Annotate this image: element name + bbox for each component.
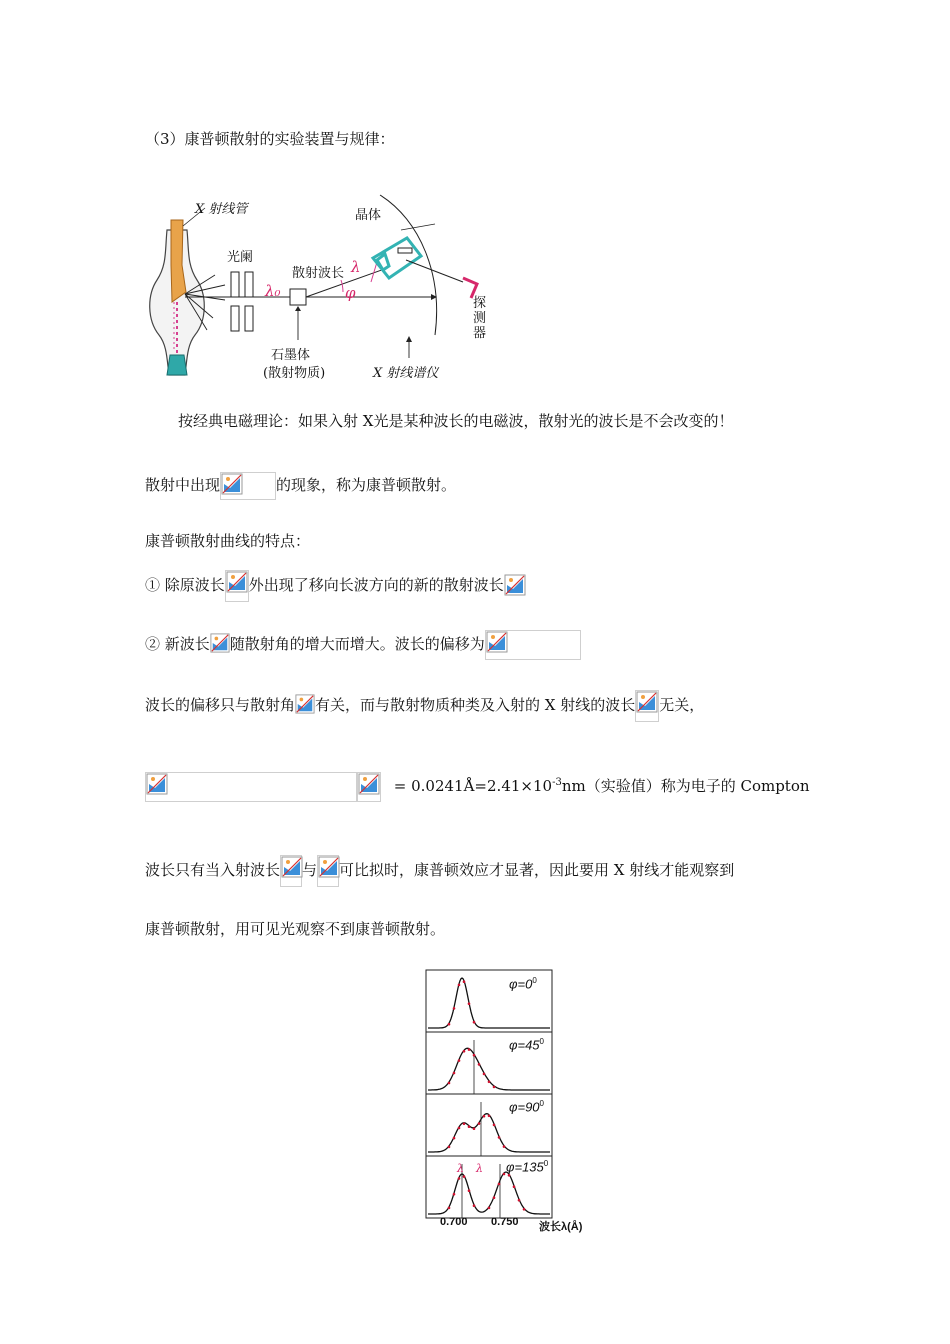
formula-image (225, 570, 249, 602)
data-point (458, 1059, 461, 1062)
label-graphite: 石墨体 (271, 348, 311, 363)
data-point (483, 1115, 486, 1118)
data-point (523, 1208, 526, 1211)
formula-image (210, 632, 230, 658)
data-point (473, 1204, 476, 1207)
data-point (458, 1177, 461, 1180)
broken-image-icon (486, 631, 508, 653)
data-point (488, 1081, 491, 1084)
data-point (468, 1189, 471, 1192)
spectrum-curve-1 (428, 1048, 550, 1090)
data-point (453, 1137, 456, 1140)
text-fragment: 随散射角的增大而增大。波长的偏移为 (229, 635, 485, 653)
data-point (498, 1136, 501, 1139)
label-phi: φ (345, 284, 356, 302)
data-point (463, 1175, 466, 1178)
compton-apparatus-diagram (145, 190, 505, 385)
paragraph-classical-theory: 按经典电磁理论：如果入射 X光是某种波长的电磁波，散射光的波长是不会改变的！ (178, 412, 734, 430)
panel-label-0: $\varphi=0^0$ (509, 976, 537, 992)
paragraph-feature-2 (145, 630, 581, 660)
text-fragment: 波长的偏移只与散射角 (145, 696, 296, 714)
data-point (493, 1196, 496, 1199)
data-point (458, 1127, 461, 1130)
data-point (468, 1002, 471, 1005)
text-fragment: 无关， (659, 696, 705, 714)
tube-cathode (167, 355, 187, 375)
data-point (498, 1183, 501, 1186)
paragraph-condition (145, 855, 734, 887)
data-point (463, 980, 466, 983)
label-scattered-wavelength: 散射波长 (292, 266, 345, 281)
peak-label-lambda: λ (476, 1162, 483, 1175)
data-point (448, 1207, 451, 1210)
text-fragment: ① 除原波长 (145, 576, 225, 594)
compton-curves-chart (420, 966, 610, 1236)
data-point (508, 1174, 511, 1177)
data-point (503, 1145, 506, 1148)
data-point (453, 1193, 456, 1196)
paragraph-compton-wavelength (145, 772, 810, 802)
data-point (518, 1199, 521, 1202)
data-point (458, 984, 461, 987)
apparatus-svg (145, 190, 505, 385)
x-axis-label: 波长λ(Å) (539, 1221, 583, 1233)
detector (463, 278, 477, 298)
broken-image-icon (281, 856, 303, 878)
formula-image (295, 693, 315, 719)
broken-image-icon (210, 632, 230, 654)
panel-label-135: $\varphi=135^0$ (506, 1159, 549, 1175)
broken-image-icon (221, 473, 243, 495)
data-point (463, 1123, 466, 1126)
broken-image-icon (358, 773, 380, 795)
label-scatter-material: (散射物质) (263, 366, 326, 381)
formula-image (635, 690, 659, 722)
label-crystal: 晶体 (355, 208, 382, 223)
text-fragment: ② 新波长 (145, 635, 210, 653)
section-heading: （3）康普顿散射的实验装置与规律： (145, 130, 395, 148)
text-fragment: 散射中出现 (145, 476, 221, 494)
text-fragment: 波长只有当入射波长 (145, 861, 281, 879)
paragraph-compton-definition (145, 472, 456, 500)
exponent: -3 (552, 777, 562, 788)
data-point (493, 1124, 496, 1127)
spectrum-curve-2 (428, 1114, 550, 1152)
paragraph-visible-light: 康普顿散射，用可见光观察不到康普顿散射。 (145, 920, 446, 938)
label-spectrometer: X 射线谱仪 (373, 366, 439, 381)
spectrometer-crystal-holder (373, 238, 421, 278)
broken-image-icon (504, 574, 526, 596)
data-point (448, 1023, 451, 1026)
data-point (478, 1122, 481, 1125)
text-fragment: 可比拟时，康普顿效应才显著，因此要用 X 射线才能观察到 (339, 861, 735, 879)
label-lambda0: λ₀ (265, 282, 281, 300)
text-fragment: 的现象，称为康普顿散射。 (276, 476, 457, 494)
data-point (513, 1185, 516, 1188)
data-point (468, 1048, 471, 1051)
broken-image-icon (318, 856, 340, 878)
data-point (463, 1050, 466, 1053)
x-tick-0750: 0.750 (491, 1216, 519, 1228)
data-point (503, 1173, 506, 1176)
data-point (448, 1082, 451, 1085)
label-xray-tube: X 射线管 (195, 202, 248, 217)
paragraph-feature-1 (145, 570, 526, 602)
data-point (473, 1054, 476, 1057)
data-point (478, 1063, 481, 1066)
panel-label-45: $\varphi=45^0$ (509, 1037, 544, 1053)
data-point (483, 1073, 486, 1076)
data-point (448, 1146, 451, 1149)
broken-image-icon (146, 773, 168, 795)
paragraph-shift-dependence (145, 690, 704, 722)
broken-image-icon (636, 691, 658, 713)
text-fragment: 与 (302, 861, 318, 879)
text-fragment: 外出现了移向长波方向的新的散射波长 (248, 576, 504, 594)
panel-label-90: $\varphi=90^0$ (509, 1099, 544, 1115)
formula-image (317, 855, 339, 887)
formula-image (145, 772, 357, 802)
graphite-block (290, 289, 306, 305)
text-fragment: nm（实验值）称为电子的 Compton (561, 777, 810, 795)
data-point (468, 1125, 471, 1128)
paragraph-curve-features: 康普顿散射曲线的特点： (145, 532, 311, 550)
formula-image (504, 574, 526, 598)
formula-image (280, 855, 302, 887)
label-detector: 探测器 (473, 296, 487, 341)
data-point (493, 1086, 496, 1089)
broken-image-icon (226, 571, 248, 593)
peak-label-lambda0: λ (457, 1162, 464, 1175)
data-point (488, 1207, 491, 1210)
formula-image (485, 630, 581, 660)
data-point (473, 1021, 476, 1024)
data-point (453, 1007, 456, 1010)
formula-image (220, 472, 276, 500)
data-point (473, 1127, 476, 1130)
broken-image-icon (295, 693, 315, 715)
label-lambda: λ (351, 258, 361, 276)
formula-image (357, 772, 381, 802)
text-fragment: = 0.0241Å=2.41×10 (393, 777, 553, 795)
data-point (488, 1115, 491, 1118)
x-tick-0700: 0.700 (440, 1216, 468, 1228)
data-point (453, 1072, 456, 1075)
label-aperture: 光阑 (227, 250, 254, 265)
text-fragment: 有关，而与散射物质种类及入射的 X 射线的波长 (315, 696, 636, 714)
